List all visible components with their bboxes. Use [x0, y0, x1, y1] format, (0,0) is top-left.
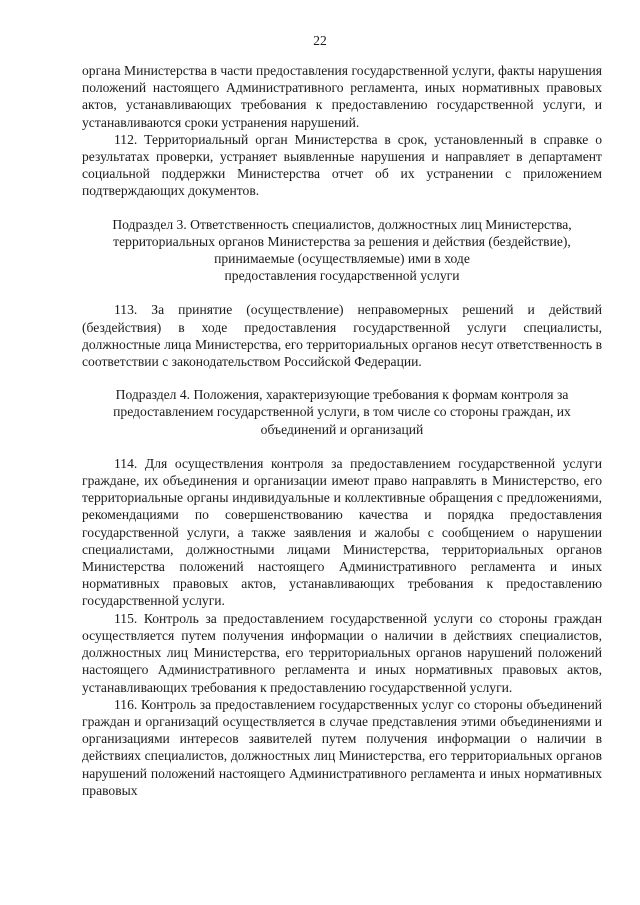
subsection-4-heading	[82, 386, 602, 438]
heading-line: предоставления государственной услуги	[224, 268, 460, 284]
paragraph-112: 112. Территориальный орган Министерства в срок, установленный в справке о результатах проверки, устраняет выявленные нарушения и направляет в департамент социальной поддержки Министерства отчет об их устранении с приложением подтверждающих документов.	[82, 131, 602, 199]
heading-line: Подраздел 4. Положения, характеризующие требования к формам контроля за	[115, 387, 569, 403]
paragraph-115: 115. Контроль за предоставлением государственной услуги со стороны граждан осуществляется путем получения информации о наличии в действиях специалистов, должностных лиц Министерства, его территориальных органов нарушений положений настоящего Административного регламента и иных нормативных правовых актов, устанавливающих требования к предоставлению государственной услуги.	[82, 610, 602, 695]
paragraph-113: 113. За принятие (осуществление) неправомерных решений и действий (бездействия) в ходе предоставления государственной услуги специалисты, должностные лица Министерства, его территориальных органов несут ответственность в соответствии с законодательством Российской Федерации.	[82, 302, 602, 370]
heading-line: объединений и организаций	[260, 421, 424, 437]
paragraph-114: 114. Для осуществления контроля за предоставлением государственной услуги граждане, их объединения и организации имеют право направлять в Министерство, его территориальные органы индивидуальные и коллективные обращения с предложениями, рекомендациями по совершенствованию качества и порядка предоставления государственной услуги, а также заявления и жалобы с сообщением о нарушении специалистами, должностными лицами Министерства, территориальных органов Министерства положений настоящего Административного регламента и иных нормативных правовых актов, устанавливающих требования к предоставлению государственной услуги.	[82, 455, 602, 609]
heading-line: принимаемые (осуществляемые) ими в ходе	[214, 251, 470, 267]
paragraph-116: 116. Контроль за предоставлением государственных услуг со стороны объединений граждан и организаций осуществляется в случае представления этими объединениями и организациями интересов заявителей путем получения информации о наличии в действиях специалистов, должностных лиц Министерства, его территориальных органов нарушений положений настоящего Административного регламента и иных нормативных правовых	[82, 696, 602, 798]
heading-line: Подраздел 3. Ответственность специалистов, должностных лиц Министерства,	[112, 216, 572, 232]
heading-line: предоставлением государственной услуги, в том числе со стороны граждан, их	[113, 404, 571, 420]
document-body	[82, 62, 602, 799]
heading-line: территориальных органов Министерства за решения и действия (бездействие),	[113, 233, 571, 249]
paragraph-continuation: органа Министерства в части предоставления государственной услуги, факты нарушения положений настоящего Административного регламента, иных нормативных правовых актов, устанавливающих требования к предоставлению государственной услуги, и устанавливаются сроки устранения нарушений.	[82, 63, 602, 130]
page-number: 22	[313, 33, 327, 48]
subsection-3-heading	[82, 216, 602, 285]
